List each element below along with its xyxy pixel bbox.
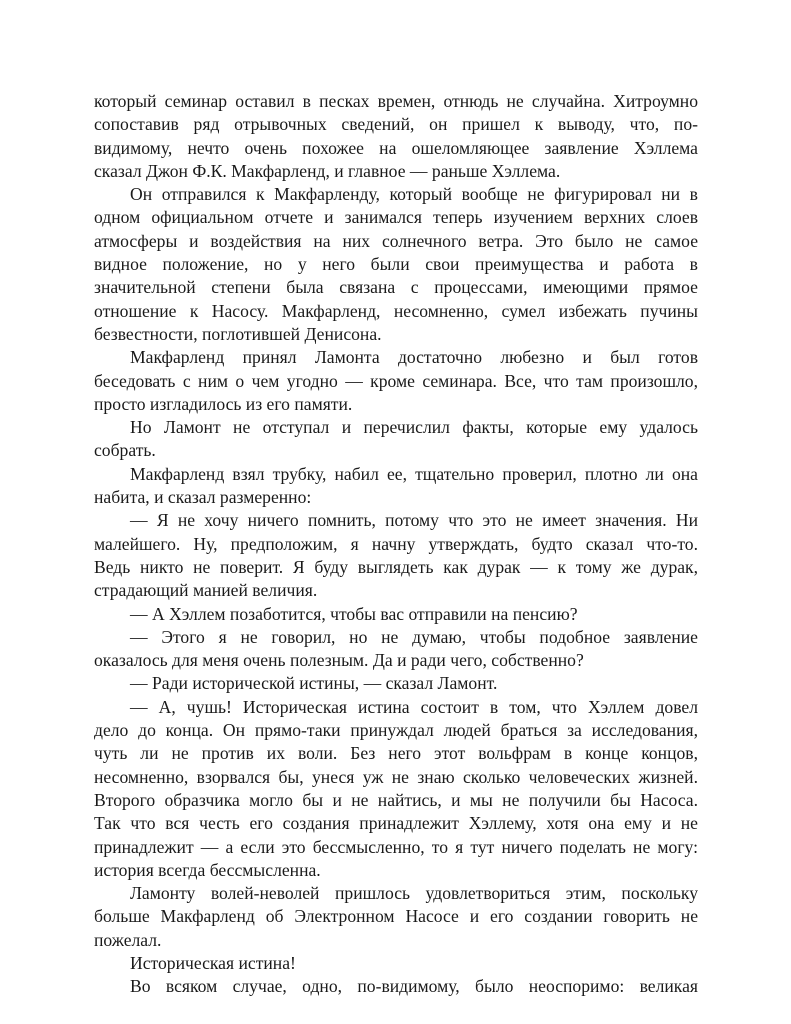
text-line: Так что вся честь его создания принадлежит Хэллему, хотя она ему и не xyxy=(94,813,698,834)
text-line: страдающий манией величия. xyxy=(94,580,318,601)
text-line: собрать. xyxy=(94,440,156,461)
text-line: набита, и сказал размеренно: xyxy=(94,487,312,508)
text-line: который семинар оставил в песках времен, отнюдь не случайна. Хитроумно xyxy=(94,91,698,111)
paragraph xyxy=(94,672,698,695)
text-line: значительной степени была связана с процессами, имеющими прямое xyxy=(94,277,698,298)
text-line: отношение к Насосу. Макфарленд, несомненно, сумел избежать пучины xyxy=(94,300,698,321)
text-line: безвестности, поглотившей Денисона. xyxy=(94,323,382,344)
text-line: — Ради исторической истины, — сказал Ламонт. xyxy=(130,673,498,694)
text-line: пожелал. xyxy=(94,929,162,950)
text-line: малейшего. Ну, предположим, я начну утверждать, будто сказал что-то. xyxy=(94,533,698,554)
text-line: чуть ли не против их воли. Без него этот вольфрам в конце концов, xyxy=(94,743,698,764)
paragraph xyxy=(94,626,698,673)
paragraph xyxy=(94,975,698,998)
text-line: оказалось для меня очень полезным. Да и ради чего, собственно? xyxy=(94,650,584,671)
text-line: Макфарленд принял Ламонта достаточно любезно и был готов xyxy=(130,347,698,368)
paragraph xyxy=(94,183,698,346)
paragraph xyxy=(94,603,698,626)
text-line: — А, чушь! Историческая истина состоит в том, что Хэллем довел xyxy=(130,696,698,717)
text-line: принадлежит — а если это бессмысленно, то я тут ничего поделать не могу: xyxy=(94,836,698,857)
text-line: Историческая истина! xyxy=(130,952,296,973)
paragraph xyxy=(94,90,698,183)
text-line: Второго образчика могло бы и не найтись, и мы не получили бы Насоса. xyxy=(94,789,698,810)
text-line: дело до конца. Он прямо-таки принуждал людей браться за исследования, xyxy=(94,720,698,741)
text-line: история всегда бессмысленна. xyxy=(94,859,321,880)
paragraph xyxy=(94,696,698,882)
paragraph xyxy=(94,416,698,463)
text-line: Макфарленд взял трубку, набил ее, тщательно проверил, плотно ли она xyxy=(130,463,698,484)
text-line: Но Ламонт не отступал и перечислил факты, которые ему удалось xyxy=(130,417,698,438)
text-line: сопоставив ряд отрывочных сведений, он пришел к выводу, что, по- xyxy=(94,114,698,135)
text-line: — А Хэллем позаботится, чтобы вас отправили на пенсию? xyxy=(130,603,578,624)
text-line: — Этого я не говорил, но не думаю, чтобы подобное заявление xyxy=(130,626,698,647)
text-line: видимому, нечто очень похожее на ошеломляющее заявление Хэллема xyxy=(94,137,698,158)
text-line: беседовать с ним о чем угодно — кроме семинара. Все, что там произошло, xyxy=(94,370,698,391)
text-line: Ведь никто не поверит. Я буду выглядеть как дурак — к тому же дурак, xyxy=(94,556,698,577)
paragraph xyxy=(94,882,698,952)
text-line: Ламонту волей-неволей пришлось удовлетвориться этим, поскольку xyxy=(130,883,698,904)
paragraph xyxy=(94,346,698,416)
paragraph xyxy=(94,952,698,975)
text-line: сказал Джон Ф.К. Макфарленд, и главное — раньше Хэллема. xyxy=(94,160,561,181)
text-line: атмосферы и воздействия на них солнечного ветра. Это было не самое xyxy=(94,230,698,251)
paragraph xyxy=(94,509,698,602)
document-page xyxy=(94,90,698,999)
text-line: — Я не хочу ничего помнить, потому что это не имеет значения. Ни xyxy=(130,510,698,531)
paragraph xyxy=(94,463,698,510)
text-line: больше Макфарленд об Электронном Насосе и его создании говорить не xyxy=(94,906,698,927)
text-line: видное положение, но у него были свои преимущества и работа в xyxy=(94,254,698,275)
text-line: одном официальном отчете и занимался теперь изучением верхних слоев xyxy=(94,207,698,228)
text-line: просто изгладилось из его памяти. xyxy=(94,393,353,414)
text-line: Во всяком случае, одно, по-видимому, было неоспоримо: великая xyxy=(130,976,698,997)
text-line: несомненно, взорвался бы, унеся уж не знаю сколько человеческих жизней. xyxy=(94,766,698,787)
text-line: Он отправился к Макфарленду, который вообще не фигурировал ни в xyxy=(130,184,698,205)
